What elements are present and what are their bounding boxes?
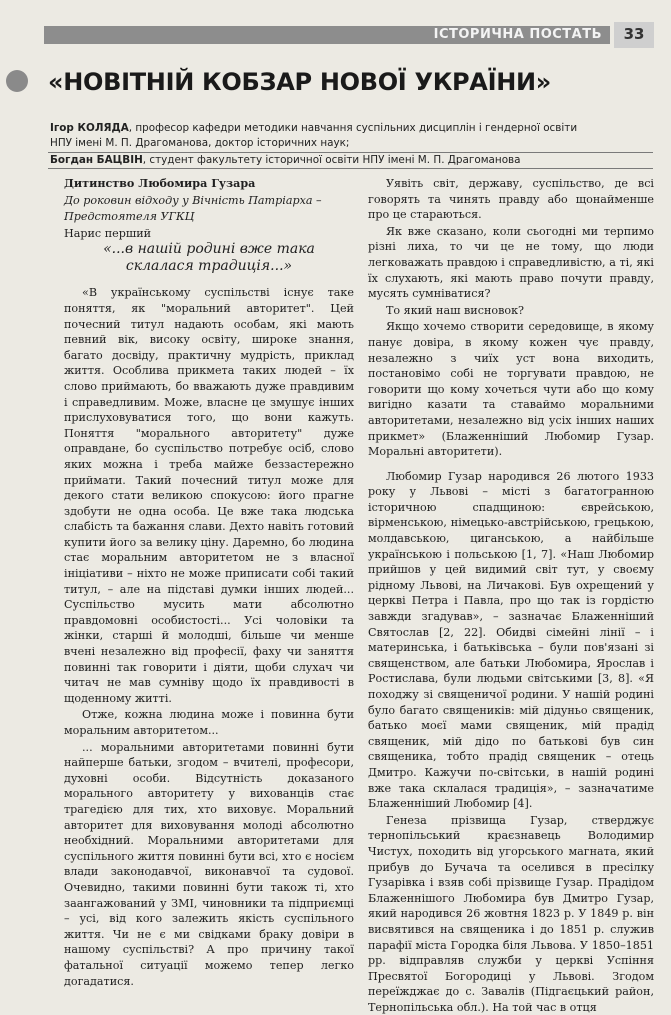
right-column <box>368 176 654 1015</box>
body-paragraph: То який наш висновок? <box>386 303 525 317</box>
author-desc: , студент факультету історичної освіти НПУ імені М. П. Драгоманова <box>142 153 521 166</box>
epigraph-line: склалася традиція...» <box>125 258 293 275</box>
binding-mark-icon <box>6 70 28 92</box>
body-paragraph: Якщо хочемо створити середовище, в якому панує довіра, в якому кожен чує правду, незалежно з чиїх уст вона виходить, постановімо собі не торгувати правдою, не говорити що кому хочеться чути або що кому вигідно казати та ставаймо моральними авторитетами, незалежно від усіх інших наших прикмет» (Блаженніший Любомир Гузар. Моральні авторитети). <box>368 320 654 459</box>
body-paragraph: Любомир Гузар народився 26 лютого 1933 року у Львові – місті з багатогранною історичною спадщиною: єврейською, вірменською, німецько-австрійською, грецькою, молдавською, циганською, а найбільше українською і польською [1, 7]. «Наш Любомир прийшов у цей видимий світ тут, у своєму рідному Львові, на Личакові. Був охрещений у церкві Петра і Павла, про що так із гордістю завжди згадував», – зазначає Блаженніший Святослав [2, 22]. Обидві сімейні лінії – і материнська, і батьківська – були пов'язані зі священством, але батьки Любомира, Ярослав і Ростислава, були людьми світськими [3, 8]. «Я походжу зі священичої родини. У нашій родині було багато священиків: мій дідуньо священик, батько моєї мами священик, мій прадід священик, мій дідо по батькові був син священика, тобто прадід священик – отець Дмитро. Кажучи по-світськи, в нашій родині вже така склалася традиція», – зазначатиме Блаженніший Любомир [4]. <box>368 469 654 811</box>
author-desc: , професор кафедри методики навчання суспільних дисциплін і гендерної освіти <box>128 122 578 134</box>
author-name: Ігор КОЛЯДА <box>50 122 129 134</box>
body-paragraph: Генеза прізвища Гузар, стверджує тернопільський краєзнавець Володимир Чистух, походить від угорського магната, який прибув до Бучача та оселився в пресілку Гузарівка і взяв собі прізвище Гузар. Прадідом Блаженнішого Любомира був Дмитро Гузар, який народився 26 жовтня 1823 р. У 1849 р. він висвятився на священика і до 1851 р. служив парафії міста Городка біля Львова. У 1850–1851 рр. відправляв служби у церкві Успіння Пресвятої Богородиці у Львові. Згодом переїжджає до с. Завалів (Підгаєцький район, Тернопільська обл.). На той час в отця <box>368 813 654 1014</box>
left-column <box>64 176 354 989</box>
section-subtitle: Дитинство Любомира Гузара <box>64 177 256 190</box>
author-block <box>48 121 653 169</box>
author-line <box>48 121 653 136</box>
body-paragraph: Як вже сказано, коли сьогодні ми терпимо різні лиха, то чи це не тому, що люди легковажать правдою і справедливістю, а ті, які їх слухають, які мають право почути правду, мусять сумніватися? <box>368 224 654 301</box>
author-line <box>48 136 653 152</box>
author-line <box>48 153 653 169</box>
body-paragraph: ... моральними авторитетами повинні бути найперше батьки, згодом – вчителі, професори, духовні особи. Відсутність доказаного морального авторитету у вихованців стає трагедією для тих, хто виховує. Моральний авторитет для виховування молоді абсолютно необхідний. Моральними авторитетами для суспільного життя повинні бути всі, хто є носієм влади законодавчої, виконавчої та судової. Очевидно, такими повинні бути також ті, хто заангажований у ЗМІ, чиновники та підприємці – усі, від кого залежить якість суспільного життя. Чи не є ми свідками браку довіри в нашому суспільстві? А про причину такої фатальної ситуації можемо тепер легко догадатися. <box>64 740 354 988</box>
body-paragraph: Уявіть світ, державу, суспільство, де всі говорять та чинять правду або щонайменше про це стараються. <box>368 177 654 222</box>
epigraph <box>64 241 354 275</box>
page-number: 33 <box>623 25 645 43</box>
body-paragraph: «В українському суспільстві існує таке поняття, як "моральний авторитет". Цей почесний титул надають особам, які мають певний вік, високу освіту, широке знання, багато досвіду, практичну мудрість, приклад життя. Особлива прикмета таких людей – їх слово приймають, бо вважають дуже правдивим і справедливим. Може, власне це змушує інших прислуховуватися того, що вони кажуть. Поняття "морального авторитету" дуже оправдане, бо суспільство потребує осіб, слово яких можна і треба майже беззастережно приймати. Такий почесний титул може для декого стати великою спокусою: його прагне здобути не одна особа. Це вже така людська слабість та бажання слави. Дехто навіть готовий купити його за велику ціну. Даремно, бо людина стає моральним авторитетом не з власної ініціативи – ніхто не може приписати собі такий титул, – але на підставі думки інших людей... Суспільство мусить мати абсолютно правдомовні особистості... Усі чоловіки та жінки, старші й молодші, більше чи менше вчені незалежно від професії, фаху чи заняття повинні так говорити і діяти, щоби слухач чи читач не мав сумніву щодо їх правдивості в щоденному житті. <box>64 286 354 705</box>
page-number-box <box>614 22 654 48</box>
author-name: Богдан БАЦВІН <box>50 153 143 166</box>
essay-label: Нарис перший <box>64 226 152 240</box>
section-header-band <box>44 26 610 44</box>
body-paragraph: Отже, кожна людина може і повинна бути моральним авторитетом... <box>64 708 354 737</box>
epigraph-line: «...в нашій родині вже така <box>103 241 315 258</box>
dedication-line: До роковин відходу у Вічність Патріарха – <box>64 193 322 207</box>
dedication-line: Предстоятеля УГКЦ <box>64 210 195 224</box>
author-desc: НПУ імені М. П. Драгоманова, доктор історичних наук; <box>50 137 350 150</box>
article-title: «НОВІТНІЙ КОБЗАР НОВОЇ УКРАЇНИ» <box>48 68 551 96</box>
section-label: ІСТОРИЧНА ПОСТАТЬ <box>433 27 602 42</box>
